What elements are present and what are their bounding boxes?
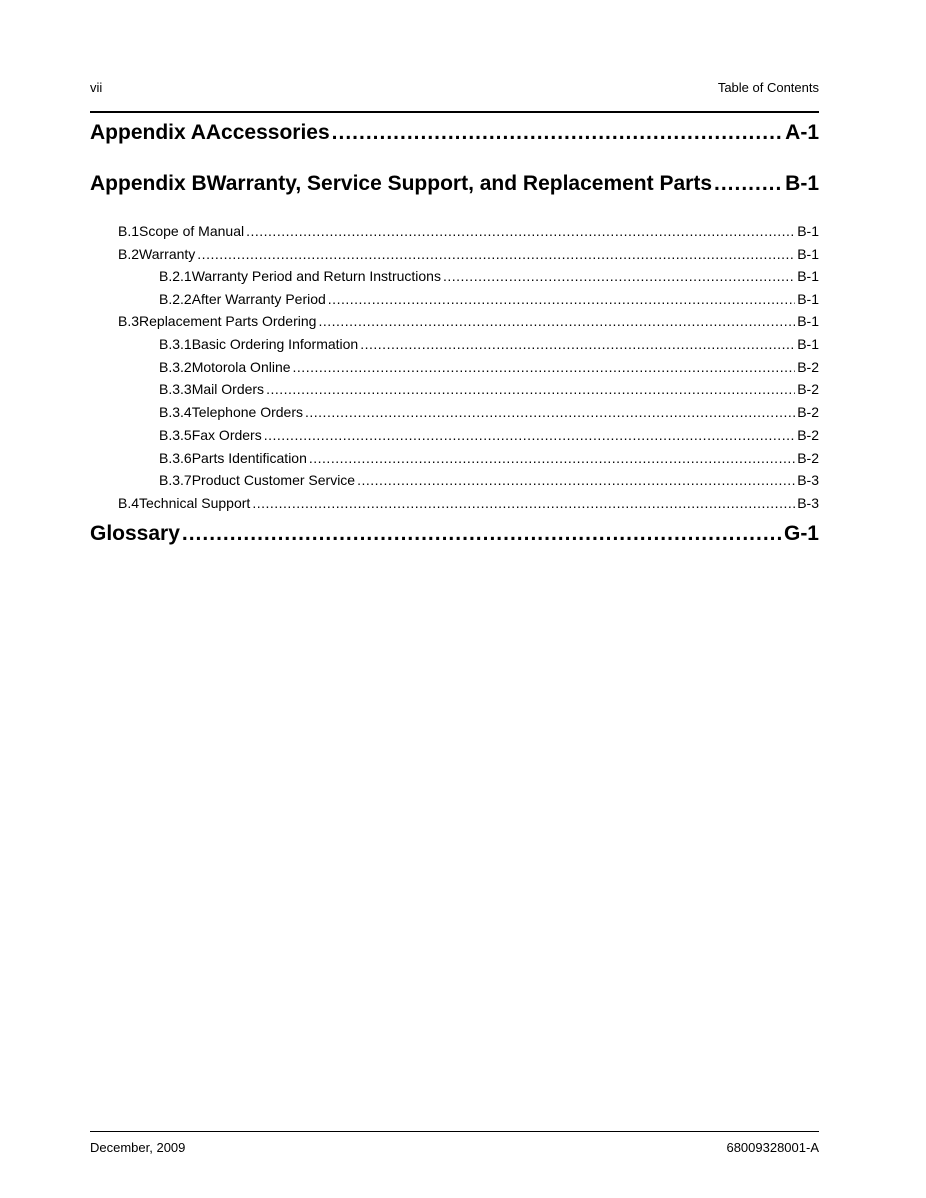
toc-entry-number: Appendix B: [90, 172, 207, 195]
toc-entry-appendix-b[interactable]: [90, 172, 819, 196]
toc-entry-page: B-2: [797, 404, 819, 420]
toc-entry-page: B-1: [797, 313, 819, 329]
dot-leader: [182, 522, 782, 546]
toc-entry-page: B-1: [797, 336, 819, 352]
toc-entry-number: B.2.1: [159, 268, 192, 284]
toc-entry-number: Appendix A: [90, 121, 206, 144]
footer-date: December, 2009: [90, 1140, 186, 1155]
toc-entry-b2-1[interactable]: [90, 268, 819, 284]
toc-entry-number: B.3.7: [159, 472, 192, 488]
toc-entry-page: B-1: [797, 291, 819, 307]
dot-leader: [246, 223, 795, 239]
toc-entry-page: B-3: [797, 495, 819, 511]
dot-leader: [357, 472, 795, 488]
table-of-contents: [90, 0, 819, 600]
dot-leader: [318, 313, 795, 329]
toc-entry-number: B.3.2: [159, 359, 192, 375]
toc-entry-b3[interactable]: [90, 313, 819, 329]
toc-entry-page: G-1: [783, 522, 819, 545]
footer-rule: [90, 1131, 819, 1132]
dot-leader: [197, 246, 795, 262]
toc-entry-number: B.3: [118, 313, 140, 329]
dot-leader: [264, 427, 795, 443]
dot-leader: [332, 121, 784, 145]
toc-entry-number: B.3.4: [159, 404, 192, 420]
toc-entry-title: Fax Orders: [191, 427, 262, 443]
header-page-number: vii: [90, 80, 103, 95]
toc-entry-page: B-2: [797, 359, 819, 375]
toc-entry-page: B-2: [797, 381, 819, 397]
toc-entry-page: B-1: [797, 268, 819, 284]
toc-entry-number: B.3.6: [159, 450, 192, 466]
toc-entry-b3-6[interactable]: [90, 450, 819, 466]
toc-entry-appendix-a[interactable]: [90, 121, 819, 145]
toc-entry-title: Replacement Parts Ordering: [139, 313, 317, 329]
toc-entry-page: B-2: [797, 450, 819, 466]
toc-entry-page: B-3: [797, 472, 819, 488]
toc-entry-number: B.3.1: [159, 336, 192, 352]
toc-entry-b4[interactable]: [90, 495, 819, 511]
toc-entry-b3-2[interactable]: [90, 359, 819, 375]
toc-entry-number: B.4: [118, 495, 140, 511]
toc-entry-title: Warranty, Service Support, and Replacement Parts: [206, 172, 712, 195]
toc-entry-title: Motorola Online: [191, 359, 291, 375]
toc-entry-number: B.1: [118, 223, 140, 239]
toc-entry-title: After Warranty Period: [191, 291, 326, 307]
toc-entry-title: Parts Identification: [191, 450, 307, 466]
toc-entry-b3-3[interactable]: [90, 381, 819, 397]
toc-entry-title: Glossary: [90, 522, 180, 545]
toc-entry-title: Technical Support: [139, 495, 251, 511]
toc-entry-glossary[interactable]: [90, 522, 819, 546]
toc-entry-title: Telephone Orders: [191, 404, 303, 420]
dot-leader: [360, 336, 795, 352]
dot-leader: [293, 359, 796, 375]
toc-entry-title: Scope of Manual: [139, 223, 245, 239]
dot-leader: [305, 404, 795, 420]
toc-entry-b2-2[interactable]: [90, 291, 819, 307]
toc-entry-number: B.3.5: [159, 427, 192, 443]
toc-entry-number: B.2.2: [159, 291, 192, 307]
toc-entry-title: Mail Orders: [191, 381, 265, 397]
toc-entry-title: Product Customer Service: [191, 472, 356, 488]
dot-leader: [252, 495, 795, 511]
toc-entry-b3-1[interactable]: [90, 336, 819, 352]
dot-leader: [714, 172, 783, 196]
toc-entry-title: Warranty: [139, 246, 196, 262]
toc-entry-b1[interactable]: [90, 223, 819, 239]
toc-entry-page: A-1: [785, 121, 819, 144]
toc-entry-number: B.2: [118, 246, 140, 262]
toc-entry-title: Basic Ordering Information: [191, 336, 359, 352]
header-section-title: Table of Contents: [717, 80, 819, 95]
footer-doc-number: 68009328001-A: [726, 1140, 819, 1155]
dot-leader: [443, 268, 795, 284]
toc-entry-title: Accessories: [205, 121, 330, 144]
dot-leader: [266, 381, 795, 397]
toc-entry-number: B.3.3: [159, 381, 192, 397]
toc-entry-page: B-1: [797, 223, 819, 239]
dot-leader: [328, 291, 795, 307]
dot-leader: [309, 450, 795, 466]
toc-entry-b3-7[interactable]: [90, 472, 819, 488]
toc-entry-b3-4[interactable]: [90, 404, 819, 420]
toc-entry-page: B-1: [785, 172, 819, 195]
toc-entry-page: B-1: [797, 246, 819, 262]
toc-entry-b2[interactable]: [90, 246, 819, 262]
toc-entry-b3-5[interactable]: [90, 427, 819, 443]
toc-entry-page: B-2: [797, 427, 819, 443]
toc-entry-title: Warranty Period and Return Instructions: [191, 268, 441, 284]
